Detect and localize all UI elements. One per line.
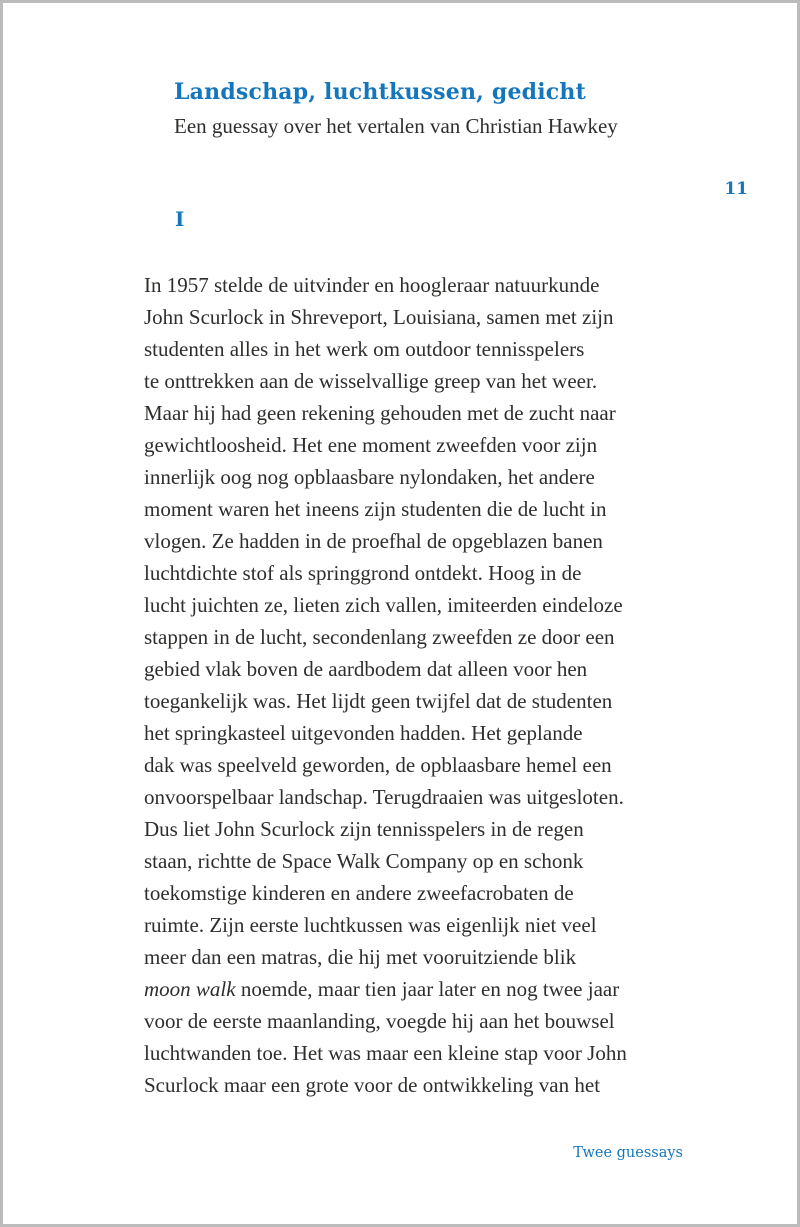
body-line: ruimte. Zijn eerste luchtkussen was eigenlijk niet veel <box>144 913 597 937</box>
body-line: gebied vlak boven de aardbodem dat alleen voor hen <box>144 657 588 681</box>
body-line: Dus liet John Scurlock zijn tennisspelers in de regen <box>144 817 584 841</box>
body-line: Maar hij had geen rekening gehouden met de zucht naar <box>144 401 616 425</box>
body-line: toekomstige kinderen en andere zweefacrobaten de <box>144 881 574 905</box>
body-line: gewichtloosheid. Het ene moment zweefden voor zijn <box>144 433 598 457</box>
page-subtitle: Een guessay over het vertalen van Christian Hawkey <box>174 114 618 138</box>
chapter-heading <box>174 77 618 139</box>
body-line: moment waren het ineens zijn studenten die de lucht in <box>144 497 607 521</box>
body-line: vlogen. Ze hadden in de proefhal de opgeblazen banen <box>144 529 603 553</box>
body-line: luchtwanden toe. Het was maar een kleine stap voor John <box>144 1041 627 1065</box>
body-line: luchtdichte stof als springgrond ontdekt. Hoog in de <box>144 561 582 585</box>
page-number: 11 <box>724 179 748 199</box>
body-line: staan, richtte de Space Walk Company op en schonk <box>144 849 584 873</box>
body-line: voor de eerste maanlanding, voegde hij aan het bouwsel <box>144 1009 615 1033</box>
body-line: John Scurlock in Shreveport, Louisiana, samen met zijn <box>144 305 614 329</box>
body-line: moon walk noemde, maar tien jaar later en nog twee jaar <box>144 977 620 1001</box>
body-line: lucht juichten ze, lieten zich vallen, imiteerden eindeloze <box>144 593 623 617</box>
body-line: stappen in de lucht, secondenlang zweefden ze door een <box>144 625 615 649</box>
page-title: Landschap, luchtkussen, gedicht <box>174 79 586 105</box>
running-footer: Twee guessays <box>573 1145 683 1161</box>
body-text <box>144 269 684 1101</box>
body-line: In 1957 stelde de uitvinder en hoogleraar natuurkunde <box>144 273 600 297</box>
body-line: onvoorspelbaar landschap. Terugdraaien was uitgesloten. <box>144 785 624 809</box>
body-line: Scurlock maar een grote voor de ontwikkeling van het <box>144 1073 601 1097</box>
body-line: innerlijk oog nog opblaasbare nylondaken, het andere <box>144 465 595 489</box>
body-line: meer dan een matras, die hij met vooruitziende blik <box>144 945 577 969</box>
section-heading: I <box>175 207 185 231</box>
body-line: het springkasteel uitgevonden hadden. Het geplande <box>144 721 583 745</box>
body-line: te onttrekken aan de wisselvallige greep van het weer. <box>144 369 598 393</box>
body-line: dak was speelveld geworden, de opblaasbare hemel een <box>144 753 612 777</box>
body-line: toegankelijk was. Het lijdt geen twijfel dat de studenten <box>144 689 613 713</box>
body-line: studenten alles in het werk om outdoor tennisspelers <box>144 337 585 361</box>
